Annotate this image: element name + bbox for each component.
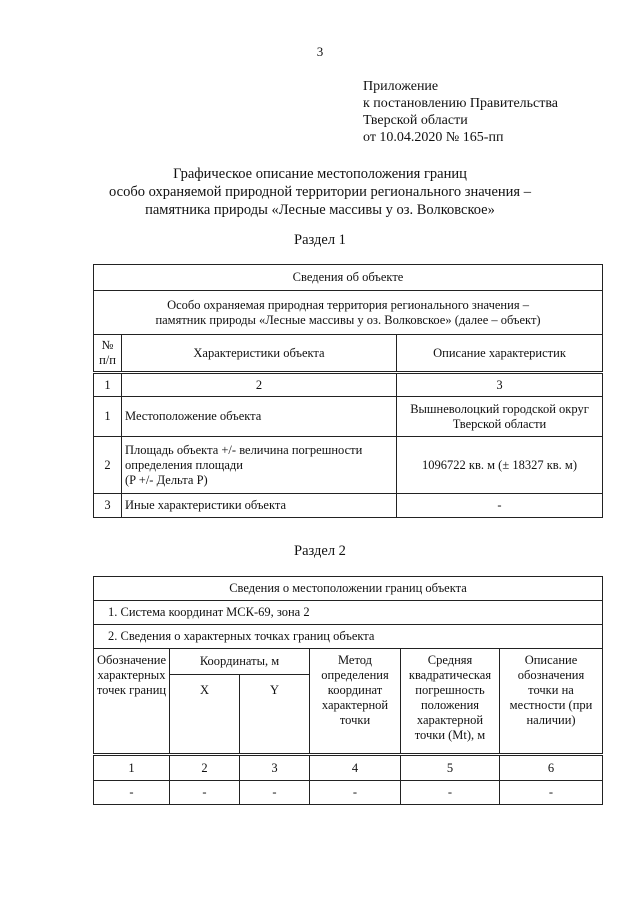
header-method: Метод определения координат характерной точки xyxy=(310,649,401,755)
cell: - xyxy=(94,781,170,805)
object-name xyxy=(94,291,603,335)
table-title: Сведения о местоположении границ объекта xyxy=(94,577,603,601)
row-characteristic: Иные характеристики объекта xyxy=(122,494,397,518)
points-caption: 2. Сведения о характерных точках границ объекта xyxy=(94,625,603,649)
title-line: памятника природы «Лесные массивы у оз. Волковское» xyxy=(145,202,495,218)
section1-heading: Раздел 1 xyxy=(294,232,346,248)
boundary-table xyxy=(93,576,603,805)
characteristic-line: (P +/- Дельта P) xyxy=(125,472,208,487)
cell: - xyxy=(500,781,603,805)
object-info-table xyxy=(93,264,603,518)
section2-heading: Раздел 2 xyxy=(294,543,346,559)
row-num: 2 xyxy=(94,437,122,494)
column-number: 5 xyxy=(401,755,500,781)
row-num: 3 xyxy=(94,494,122,518)
row-characteristic xyxy=(122,437,397,494)
header-x: X xyxy=(170,675,240,755)
row-characteristic: Местоположение объекта xyxy=(122,397,397,437)
header-coordinates: Координаты, м xyxy=(170,649,310,675)
column-number: 6 xyxy=(500,755,603,781)
object-name-line: Особо охраняемая природная территория регионального значения – xyxy=(167,297,529,312)
object-name-line: памятник природы «Лесные массивы у оз. Волковское» (далее – объект) xyxy=(155,312,541,327)
table-row xyxy=(94,781,603,805)
column-number: 3 xyxy=(240,755,310,781)
column-number: 2 xyxy=(122,373,397,397)
characteristic-line: определения площади xyxy=(125,457,243,472)
column-number: 3 xyxy=(397,373,603,397)
page-number: 3 xyxy=(316,44,324,59)
table-title: Сведения об объекте xyxy=(94,265,603,291)
title-line: Графическое описание местоположения границ xyxy=(173,166,467,182)
column-number: 4 xyxy=(310,755,401,781)
row-description: - xyxy=(397,494,603,518)
cell: - xyxy=(170,781,240,805)
header-point-description: Описание обозначения точки на местности (при наличии) xyxy=(500,649,603,755)
row-num: 1 xyxy=(94,397,122,437)
table-row xyxy=(94,437,603,494)
appendix-line: к постановлению Правительства xyxy=(363,96,559,111)
appendix-line: от 10.04.2020 № 165-пп xyxy=(363,130,504,145)
document-title xyxy=(0,165,640,219)
column-number: 1 xyxy=(94,373,122,397)
row-description: Вышневолоцкий городской округ Тверской области xyxy=(397,397,603,437)
characteristic-line: Площадь объекта +/- величина погрешности xyxy=(125,442,363,457)
appendix-line: Приложение xyxy=(363,79,439,94)
appendix-line: Тверской области xyxy=(363,113,468,128)
table-row xyxy=(94,494,603,518)
column-number: 1 xyxy=(94,755,170,781)
header-designation: Обозначение характерных точек границ xyxy=(94,649,170,755)
column-number: 2 xyxy=(170,755,240,781)
header-error: Средняя квадратическая погрешность положения характерной точки (Mt), м xyxy=(401,649,500,755)
header-description: Описание характеристик xyxy=(397,335,603,373)
row-description: 1096722 кв. м (± 18327 кв. м) xyxy=(397,437,603,494)
cell: - xyxy=(401,781,500,805)
table-row xyxy=(94,397,603,437)
coord-system: 1. Система координат МСК-69, зона 2 xyxy=(94,601,603,625)
cell: - xyxy=(310,781,401,805)
appendix-header xyxy=(363,78,558,146)
title-line: особо охраняемой природной территории регионального значения – xyxy=(109,184,531,200)
header-y: Y xyxy=(240,675,310,755)
cell: - xyxy=(240,781,310,805)
header-num: № п/п xyxy=(94,335,122,373)
header-characteristic: Характеристики объекта xyxy=(122,335,397,373)
